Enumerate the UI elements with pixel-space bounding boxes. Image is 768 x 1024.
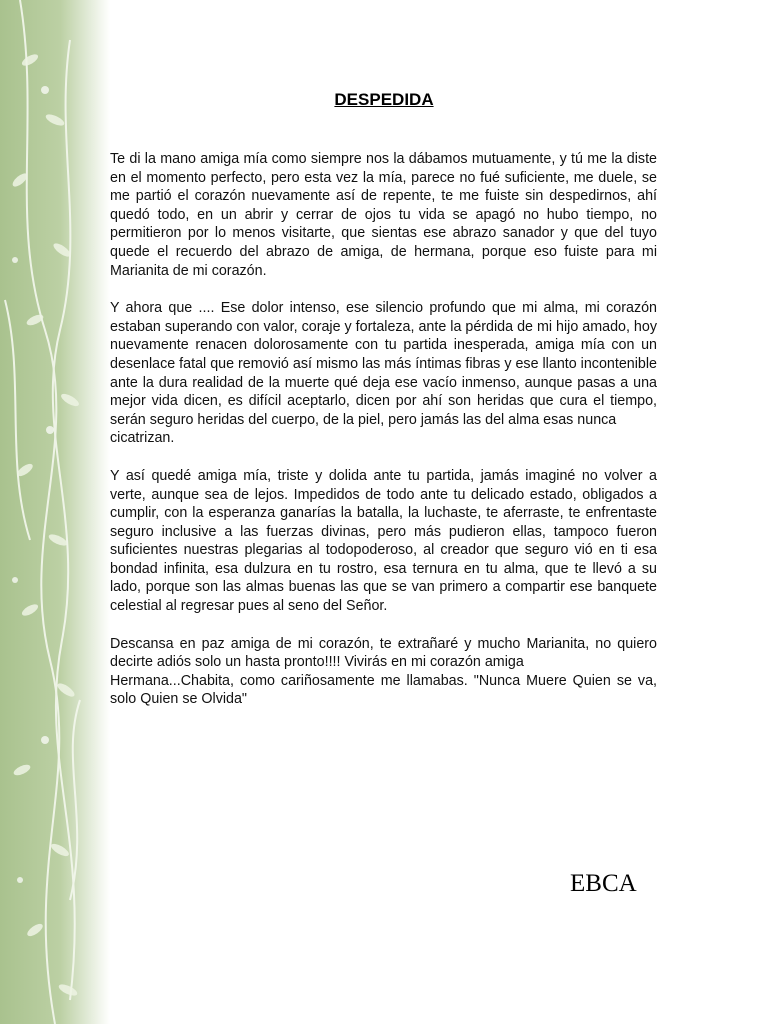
floral-border-decoration (0, 0, 110, 1024)
paragraph-5: Hermana...Chabita, como cariñosamente me llamabas. "Nunca Muere Quien se va, solo Quien se Olvida" (110, 672, 657, 708)
paragraph-1: Te di la mano amiga mía como siempre nos la dábamos mutuamente, y tú me la diste en el momento perfecto, pero esta vez la mía, parece no fué suficiente, me duele, se me partió el corazón nuevamente así de repente, te me fuiste sin despedirnos, ahí quedó todo, en un abrir y cerrar de ojos tu vida se apagó no hubo tiempo, no permitieron por lo menos visitarte, que sientas ese abrazo sanador y que del tuyo quede el recuerdo del abrazo de amiga, de hermana, porque eso fuiste para mi Marianita de mi corazón. (110, 151, 657, 279)
document-title: DESPEDIDA (334, 90, 434, 109)
document-body (110, 150, 657, 709)
paragraph-3: Y así quedé amiga mía, triste y dolida ante tu partida, jamás imaginé no volver a verte, aunque sea de lejos. Impedidos de todo ante tu delicado estado, obligados a cumplir, con la esperanza ganarías la batalla, la luchaste, te aferraste, te enfrentaste seguro inclusive a las fuerzas divinas, pero más pudieron ellas, tampoco fueron suficientes nuestras plegarias al todopoderoso, al creador que seguro vió en ti esa bondad infinita, esa dulzura en tu rostro, esa ternura en tu alma, que te llevó a su lado, porque son las almas buenas las que se van primero a compartir ese banquete celestial al regresar pues al seno del Señor. (110, 467, 657, 615)
paragraph-2: Y ahora que .... Ese dolor intenso, ese silencio profundo que mi alma, mi corazón estaban superando con valor, coraje y fortaleza, ante la pérdida de mi hijo amado, hoy nuevamente renacen dolorosamente con tu partida inesperada, amiga mía con un desenlace fatal que removió así mismo las más íntimas fibras y ese llanto incontenible ante la dura realidad de la muerte qué deja ese vacío inmenso, aunque pasas a una mejor vida dicen, es difícil aceptarlo, dicen por ahí son heridas que cura el tiempo, serán seguro heridas del cuerpo, de la piel, pero jamás las del alma esas nunca (110, 300, 657, 428)
signature: EBCA (570, 870, 637, 897)
paragraph-2-end: cicatrizan. (110, 430, 175, 447)
paragraph-4: Descansa en paz amiga de mi corazón, te extrañaré y mucho Marianita, no quiero decirte adiós solo un hasta pronto!!!! Vivirás en mi corazón amiga (110, 635, 657, 671)
